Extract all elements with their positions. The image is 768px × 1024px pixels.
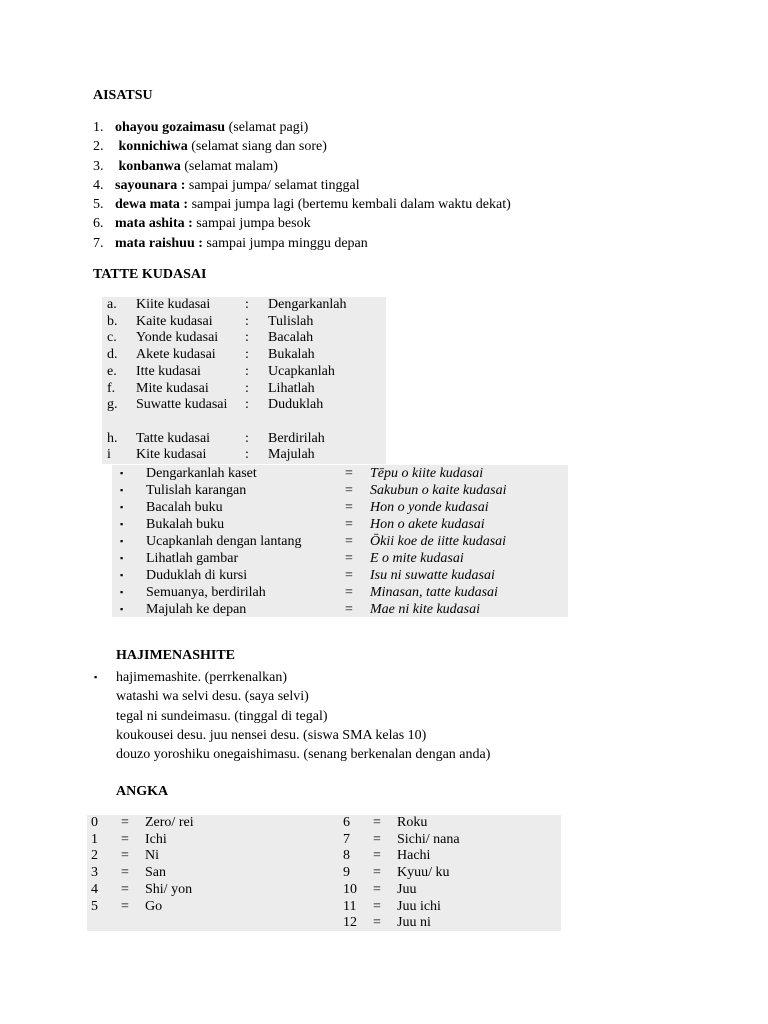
bullet-icon: ▪ xyxy=(120,485,124,495)
table-row xyxy=(112,601,568,618)
table-row xyxy=(112,567,568,584)
row-equals: = xyxy=(373,865,381,881)
number-word: Hachi xyxy=(397,848,431,864)
item-meaning: (selamat malam) xyxy=(180,158,278,174)
item-meaning: sampai jumpa besok xyxy=(192,216,311,232)
number-word: Ichi xyxy=(145,831,167,847)
row-meaning: Bacalah xyxy=(268,330,314,346)
list-item xyxy=(93,195,693,214)
row-phrase: Itte kudasai xyxy=(136,363,201,379)
item-meaning: sampai jumpa lagi (bertemu kembali dalam waktu dekat) xyxy=(188,197,511,213)
item-number: 7. xyxy=(93,235,104,251)
row-equals: = xyxy=(373,831,381,847)
row-phrase: Suwatte kudasai xyxy=(136,397,228,413)
row-equals: = xyxy=(121,848,129,864)
table-row xyxy=(112,584,568,601)
number-word: San xyxy=(145,865,166,881)
list-item xyxy=(93,234,693,253)
list-item xyxy=(93,137,693,156)
item-number: 2. xyxy=(93,139,104,155)
number-word: Kyuu/ ku xyxy=(397,865,450,881)
bullet-icon: ▪ xyxy=(120,604,124,614)
row-meaning: Berdirilah xyxy=(268,430,325,446)
bullet-icon: ▪ xyxy=(120,536,124,546)
item-term: mata ashita : xyxy=(115,216,193,232)
number-digit: 10 xyxy=(343,881,357,897)
row-letter: e. xyxy=(107,363,117,379)
item-number: 1. xyxy=(93,120,104,135)
list-item: watashi wa selvi desu. (saya selvi) xyxy=(116,689,309,705)
row-meaning: Lihatlah xyxy=(268,380,315,396)
row-letter: h. xyxy=(107,430,118,446)
row-meaning: Ucapkanlah xyxy=(268,363,335,379)
number-digit: 12 xyxy=(343,915,357,931)
list-item xyxy=(93,157,693,176)
angka-table xyxy=(87,815,561,931)
number-digit: 1 xyxy=(91,831,98,847)
row-equals: = xyxy=(345,483,353,498)
angka-heading: ANGKA xyxy=(116,784,169,799)
bullet-icon: ▪ xyxy=(120,587,124,597)
row-equals: = xyxy=(373,815,381,830)
row-meaning: Dengarkanlah xyxy=(268,297,347,312)
row-indonesian: Tulislah karangan xyxy=(146,483,247,498)
row-equals: = xyxy=(121,815,129,830)
row-meaning: Bukalah xyxy=(268,347,315,363)
row-meaning: Duduklah xyxy=(268,397,324,413)
row-equals: = xyxy=(121,898,129,914)
list-item xyxy=(93,176,693,195)
row-letter: g. xyxy=(107,397,118,413)
row-equals: = xyxy=(345,466,353,481)
row-indonesian: Lihatlah gambar xyxy=(146,551,239,566)
row-colon: : xyxy=(245,347,249,363)
number-word: Roku xyxy=(397,815,428,830)
table-row xyxy=(112,499,568,516)
number-digit: 5 xyxy=(91,898,98,914)
row-colon: : xyxy=(245,430,249,446)
row-colon: : xyxy=(245,447,249,463)
row-equals: = xyxy=(345,602,353,617)
row-equals: = xyxy=(121,865,129,881)
row-colon: : xyxy=(245,380,249,396)
number-digit: 0 xyxy=(91,815,98,830)
bullet-icon: ▪ xyxy=(120,468,124,478)
number-digit: 11 xyxy=(343,898,357,914)
row-letter: b. xyxy=(107,313,118,329)
item-number: 6. xyxy=(93,216,104,232)
hajime-heading: HAJIMENASHITE xyxy=(116,648,236,663)
row-phrase: Kite kudasai xyxy=(136,447,207,463)
row-japanese: Isu ni suwatte kudasai xyxy=(370,568,495,583)
row-equals: = xyxy=(345,534,353,549)
item-term: ohayou gozaimasu xyxy=(115,120,226,135)
row-equals: = xyxy=(121,881,129,897)
item-meaning: sampai jumpa/ selamat tinggal xyxy=(185,177,360,193)
item-term: dewa mata : xyxy=(115,197,189,213)
bullet-icon: ▪ xyxy=(120,502,124,512)
row-equals: = xyxy=(345,568,353,583)
phrase-table xyxy=(112,465,568,617)
row-equals: = xyxy=(121,831,129,847)
item-meaning: sampai jumpa minggu depan xyxy=(202,235,368,251)
row-indonesian: Dengarkanlah kaset xyxy=(146,466,257,481)
row-meaning: Majulah xyxy=(268,447,315,463)
row-phrase: Kiite kudasai xyxy=(136,297,211,312)
aisatsu-heading: AISATSU xyxy=(93,88,153,103)
item-meaning: (selamat pagi) xyxy=(225,120,309,135)
number-word: Juu ichi xyxy=(397,898,441,914)
number-digit: 3 xyxy=(91,865,98,881)
number-digit: 8 xyxy=(343,848,350,864)
row-letter: a. xyxy=(107,297,117,312)
item-term: konbanwa xyxy=(115,158,181,174)
row-equals: = xyxy=(373,915,381,931)
number-digit: 2 xyxy=(91,848,98,864)
list-item: hajimemashite. (perrkenalkan) xyxy=(116,670,288,685)
table-row xyxy=(112,465,568,482)
list-item: koukousei desu. juu nensei desu. (siswa SMA kelas 10) xyxy=(116,727,427,743)
row-colon: : xyxy=(245,363,249,379)
bullet-icon: ▪ xyxy=(94,672,98,682)
row-phrase: Kaite kudasai xyxy=(136,313,213,329)
row-phrase: Mite kudasai xyxy=(136,380,209,396)
list-item xyxy=(93,214,693,233)
row-japanese: Hon o akete kudasai xyxy=(370,517,485,532)
row-japanese: Ōkii koe de iitte kudasai xyxy=(370,534,507,549)
number-digit: 7 xyxy=(343,831,350,847)
tatte-heading: TATTE KUDASAI xyxy=(93,267,207,282)
row-letter: c. xyxy=(107,330,117,346)
row-equals: = xyxy=(373,848,381,864)
row-meaning: Tulislah xyxy=(268,313,314,329)
row-japanese: Mae ni kite kudasai xyxy=(370,602,481,617)
row-equals: = xyxy=(373,881,381,897)
item-number: 4. xyxy=(93,177,104,193)
list-item xyxy=(93,118,693,137)
row-equals: = xyxy=(373,898,381,914)
hajime-lines xyxy=(116,668,490,764)
row-indonesian: Semuanya, berdirilah xyxy=(146,585,266,600)
item-term: konnichiwa xyxy=(115,139,188,155)
row-equals: = xyxy=(345,500,353,515)
number-digit: 6 xyxy=(343,815,350,830)
number-digit: 4 xyxy=(91,881,98,897)
item-term: sayounara : xyxy=(115,177,186,193)
row-phrase: Akete kudasai xyxy=(136,347,216,363)
row-japanese: Hon o yonde kudasai xyxy=(370,500,489,515)
row-indonesian: Ucapkanlah dengan lantang xyxy=(146,534,302,549)
row-letter: d. xyxy=(107,347,118,363)
row-indonesian: Bukalah buku xyxy=(146,517,225,532)
table-row xyxy=(112,482,568,499)
row-colon: : xyxy=(245,330,249,346)
bullet-icon: ▪ xyxy=(120,553,124,563)
list-item: douzo yoroshiku onegaishimasu. (senang berkenalan dengan anda) xyxy=(116,747,491,763)
row-phrase: Yonde kudasai xyxy=(136,330,219,346)
table-row xyxy=(112,550,568,567)
number-word: Juu xyxy=(397,881,417,897)
row-letter: i xyxy=(107,447,111,463)
row-japanese: E o mite kudasai xyxy=(370,551,464,566)
tatte-table xyxy=(102,297,386,464)
list-item: tegal ni sundeimasu. (tinggal di tegal) xyxy=(116,708,328,724)
item-number: 5. xyxy=(93,197,104,213)
table-row xyxy=(112,533,568,550)
number-word: Sichi/ nana xyxy=(397,831,460,847)
number-word: Zero/ rei xyxy=(145,815,194,830)
number-word: Juu ni xyxy=(397,915,431,931)
row-equals: = xyxy=(345,551,353,566)
item-meaning: (selamat siang dan sore) xyxy=(187,139,327,155)
row-letter: f. xyxy=(107,380,116,396)
row-indonesian: Duduklah di kursi xyxy=(146,568,248,583)
bullet-icon: ▪ xyxy=(120,570,124,580)
number-digit: 9 xyxy=(343,865,350,881)
row-indonesian: Majulah ke depan xyxy=(146,602,247,617)
row-japanese: Tēpu o kiite kudasai xyxy=(370,466,484,481)
row-equals: = xyxy=(345,585,353,600)
table-row xyxy=(112,516,568,533)
item-term: mata raishuu : xyxy=(115,235,203,251)
number-word: Go xyxy=(145,898,163,914)
number-word: Ni xyxy=(145,848,159,864)
row-colon: : xyxy=(245,397,249,413)
row-colon: : xyxy=(245,297,249,312)
row-colon: : xyxy=(245,313,249,329)
row-equals: = xyxy=(345,517,353,532)
row-phrase: Tatte kudasai xyxy=(136,430,211,446)
row-japanese: Sakubun o kaite kudasai xyxy=(370,483,507,498)
number-word: Shi/ yon xyxy=(145,881,193,897)
row-japanese: Minasan, tatte kudasai xyxy=(370,585,498,600)
item-number: 3. xyxy=(93,158,104,174)
row-indonesian: Bacalah buku xyxy=(146,500,223,515)
bullet-icon: ▪ xyxy=(120,519,124,529)
aisatsu-list xyxy=(93,118,693,253)
